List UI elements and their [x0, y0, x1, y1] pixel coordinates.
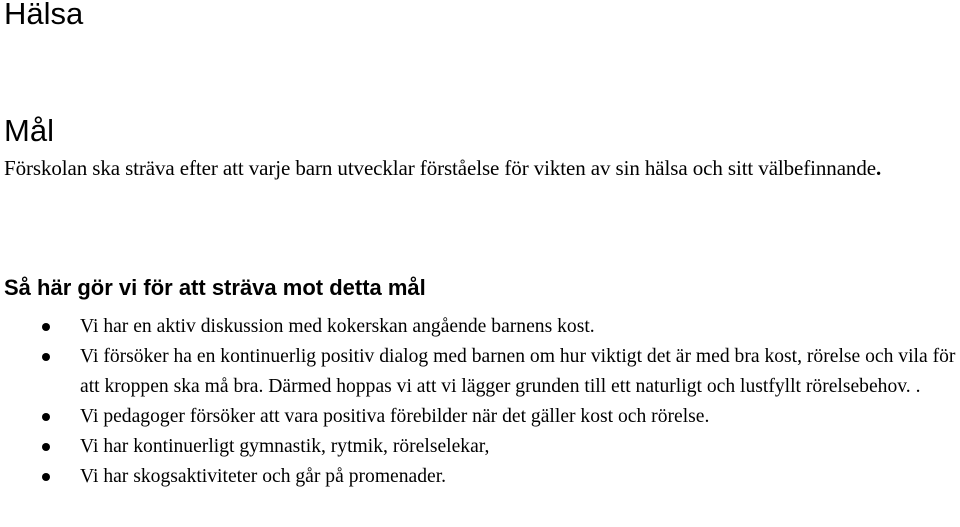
bullet-icon — [42, 353, 50, 361]
bullet-icon — [42, 473, 50, 481]
bullet-item — [0, 402, 960, 432]
bullet-icon — [42, 443, 50, 451]
bullet-icon — [42, 413, 50, 421]
bullet-text: Vi har en aktiv diskussion med kokerskan angående barnens kost. — [80, 316, 595, 337]
bullet-text: Vi har kontinuerligt gymnastik, rytmik, rörelselekar, — [80, 436, 490, 457]
bullet-item — [0, 462, 960, 492]
goal-paragraph — [4, 153, 954, 183]
page-title: Hälsa — [4, 0, 84, 31]
goal-text: Förskolan ska sträva efter att varje barn utvecklar förståelse för vikten av sin hälsa och sitt välbefinnande — [4, 156, 876, 180]
section-heading: Så här gör vi för att sträva mot detta mål — [4, 275, 426, 300]
bullet-item — [0, 342, 960, 402]
bullet-list — [0, 312, 960, 492]
bullet-text: Vi har skogsaktiviteter och går på promenader. — [80, 466, 447, 487]
goal-heading: Mål — [4, 113, 54, 148]
bullet-item — [0, 312, 960, 342]
bullet-text: Vi försöker ha en kontinuerlig positiv dialog med barnen om hur viktigt det är med bra kost, rörelse och vila för att kroppen ska må bra. Därmed hoppas vi att vi lägger grunden till ett naturligt och lustfyllt rörelsebehov. . — [80, 346, 956, 397]
bullet-icon — [42, 323, 50, 331]
bullet-item — [0, 432, 960, 462]
bullet-text: Vi pedagoger försöker att vara positiva förebilder när det gäller kost och rörelse. — [80, 406, 710, 427]
goal-text-period: . — [875, 156, 882, 180]
